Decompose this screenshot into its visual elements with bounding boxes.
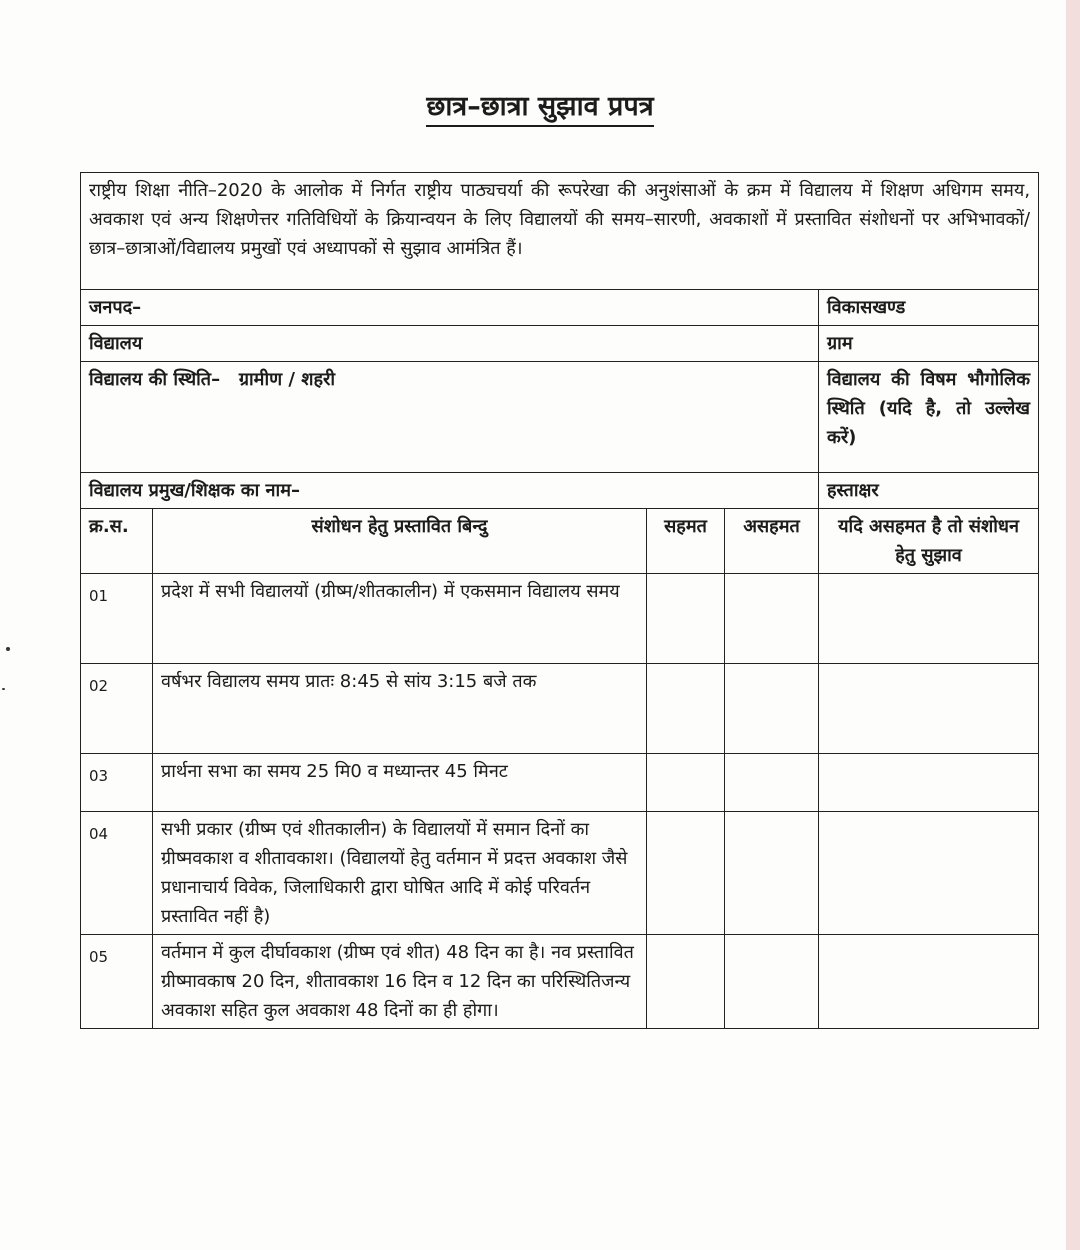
agree-cell[interactable]: [647, 664, 725, 754]
school-status-row: [81, 362, 1039, 473]
head-name-field[interactable]: विद्यालय प्रमुख/शिक्षक का नाम–: [81, 473, 819, 509]
disagree-cell[interactable]: [725, 812, 819, 935]
form-title-text: छात्र–छात्रा सुझाव प्रपत्र: [426, 91, 653, 127]
agree-cell[interactable]: [647, 574, 725, 664]
table-row: [81, 754, 1039, 812]
disagree-cell[interactable]: [725, 935, 819, 1029]
head-name-row: [81, 473, 1039, 509]
table-row: [81, 935, 1039, 1029]
table-row: [81, 812, 1039, 935]
intro-text: राष्ट्रीय शिक्षा नीति–2020 के आलोक में निर्गत राष्ट्रीय पाठ्यचर्या की रूपरेखा की अनुशंसाओं के क्रम में विद्यालय में शिक्षण अधिगम समय, अवकाश एवं अन्य शिक्षणेत्तर गतिविधियों के क्रियान्वयन के लिए विद्यालयों की समय–सारणी, अवकाशों में प्रस्तावित संशोधनों पर अभिभावकों/छात्र–छात्राओं/विद्यालय प्रमुखों एवं अध्यापकों से सुझाव आमंत्रित हैं।: [81, 173, 1039, 290]
difficult-location-field[interactable]: विद्यालय की विषम भौगोलिक स्थिति (यदि है, तो उल्लेख करें): [819, 362, 1039, 473]
school-field[interactable]: विद्यालय: [81, 326, 819, 362]
row-point-text: प्रदेश में सभी विद्यालयों (ग्रीष्म/शीतकालीन) में एकसमान विद्यालय समय: [153, 574, 647, 664]
school-row: [81, 326, 1039, 362]
scan-speck: [2, 688, 5, 690]
village-field[interactable]: ग्राम: [819, 326, 1039, 362]
form-title: [0, 86, 1080, 123]
district-row: [81, 290, 1039, 326]
disagree-cell[interactable]: [725, 664, 819, 754]
district-field[interactable]: जनपद–: [81, 290, 819, 326]
scan-speck: [6, 647, 10, 651]
row-point-text: वर्तमान में कुल दीर्घावकाश (ग्रीष्म एवं शीत) 48 दिन का है। नव प्रस्तावित ग्रीष्मावकाष 20 दिन, शीतावकाश 16 दिन व 12 दिन का परिस्थितिजन्य अवकाश सहित कुल अवकाश 48 दिनों का ही होगा।: [153, 935, 647, 1029]
agree-cell[interactable]: [647, 754, 725, 812]
school-status-field[interactable]: विद्यालय की स्थिति– ग्रामीण / शहरी: [81, 362, 819, 473]
row-sn: 01: [81, 574, 153, 664]
row-point-text: सभी प्रकार (ग्रीष्म एवं शीतकालीन) के विद्यालयों में समान दिनों का ग्रीष्मवकाश व शीतावकाश। (विद्यालयों हेतु वर्तमान में प्रदत्त अवकाश जैसे प्रधानाचार्य विवेक, जिलाधिकारी द्वारा घोषित आदि में कोई परिवर्तन प्रस्तावित नहीं है): [153, 812, 647, 935]
block-field[interactable]: विकासखण्ड: [819, 290, 1039, 326]
suggestion-cell[interactable]: [819, 812, 1039, 935]
row-sn: 05: [81, 935, 153, 1029]
disagree-cell[interactable]: [725, 574, 819, 664]
table-row: [81, 664, 1039, 754]
row-sn: 02: [81, 664, 153, 754]
header-point: संशोधन हेतु प्रस्तावित बिन्दु: [153, 509, 647, 574]
suggestion-cell[interactable]: [819, 935, 1039, 1029]
agree-cell[interactable]: [647, 812, 725, 935]
agree-cell[interactable]: [647, 935, 725, 1029]
header-agree: सहमत: [647, 509, 725, 574]
table-header-row: [81, 509, 1039, 574]
suggestion-cell[interactable]: [819, 574, 1039, 664]
header-suggestion: यदि असहमत है तो संशोधन हेतु सुझाव: [819, 509, 1039, 574]
intro-row: [81, 173, 1039, 290]
row-sn: 03: [81, 754, 153, 812]
row-point-text: प्रार्थना सभा का समय 25 मि0 व मध्यान्तर 45 मिनट: [153, 754, 647, 812]
table-row: [81, 574, 1039, 664]
suggestion-form-table: [80, 172, 1039, 1029]
header-disagree: असहमत: [725, 509, 819, 574]
page-edge-shadow: [1066, 0, 1080, 1250]
suggestion-cell[interactable]: [819, 664, 1039, 754]
disagree-cell[interactable]: [725, 754, 819, 812]
signature-field[interactable]: हस्ताक्षर: [819, 473, 1039, 509]
row-point-text: वर्षभर विद्यालय समय प्रातः 8:45 से सांय 3:15 बजे तक: [153, 664, 647, 754]
suggestion-cell[interactable]: [819, 754, 1039, 812]
header-sn: क्र.स.: [81, 509, 153, 574]
row-sn: 04: [81, 812, 153, 935]
